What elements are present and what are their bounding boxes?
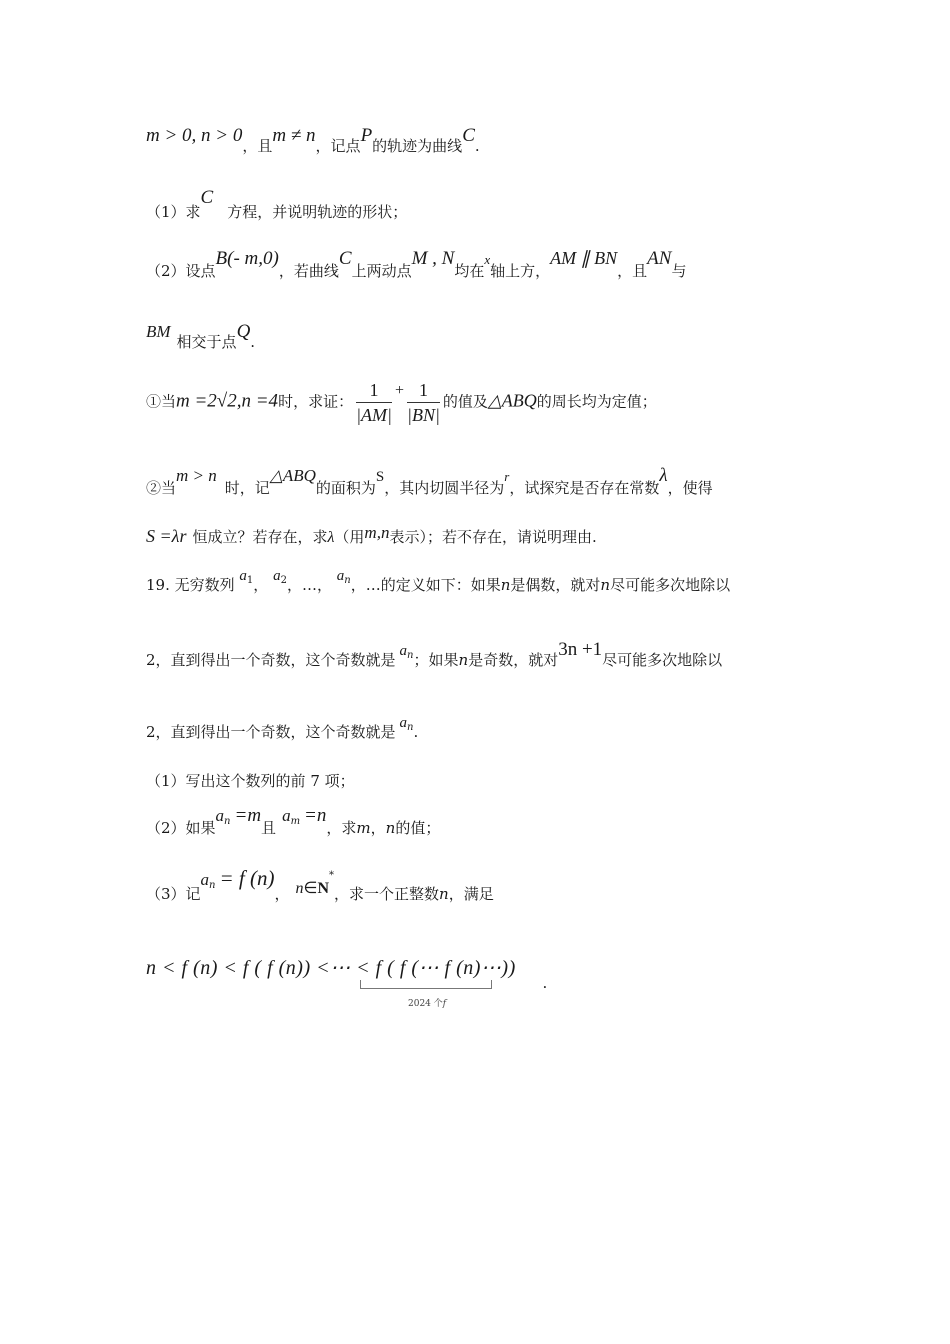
math: n	[385, 819, 396, 837]
math: m =2√2,n =4	[176, 390, 279, 412]
text: 与	[671, 262, 687, 280]
math: AN	[647, 248, 672, 269]
math: a	[273, 568, 281, 584]
math: λ	[659, 465, 668, 486]
math: x	[484, 252, 491, 267]
text: ，记点	[315, 137, 361, 155]
text: （1）写出这个数列的前 7 项；	[146, 772, 355, 790]
text: ，若曲线	[278, 262, 339, 280]
line-9	[146, 639, 723, 669]
fraction-denominator: |BN|	[407, 405, 440, 425]
math: n	[439, 885, 449, 903]
math: r	[504, 469, 510, 484]
math: M , N	[411, 248, 455, 269]
line-8	[146, 565, 731, 594]
math: m ≠ n	[272, 125, 316, 146]
text: ，使得	[667, 479, 713, 497]
subscript: n	[407, 650, 414, 661]
text: （3）记	[146, 885, 201, 903]
text: ，且	[242, 137, 273, 155]
math: Q	[236, 321, 251, 342]
line-12	[146, 805, 441, 837]
text: 且	[261, 819, 277, 837]
math: P	[360, 125, 373, 146]
text: ，	[253, 576, 269, 594]
math: 3n +1	[558, 639, 603, 660]
text: ，求	[326, 819, 357, 837]
line-5	[146, 380, 657, 425]
line-2	[146, 187, 408, 221]
text: 的周长均为定值；	[536, 392, 657, 411]
math-condition: m > 0, n > 0	[146, 125, 243, 146]
text: 2，直到得出一个奇数，这个奇数就是	[146, 651, 396, 669]
text: .	[413, 723, 419, 741]
math: f	[442, 999, 447, 1009]
math: a	[336, 568, 345, 584]
text: ①当	[146, 392, 177, 411]
fraction-numerator: 1	[407, 380, 440, 403]
math: ∈	[303, 880, 318, 897]
text: （2）如果	[146, 819, 216, 837]
math: a	[215, 806, 225, 825]
text: ，	[274, 885, 290, 903]
text: 表示）；若不存在，请说明理由.	[389, 528, 597, 546]
math: S	[375, 469, 385, 485]
text: ，…的定义如下：如果	[350, 576, 501, 594]
text: 时，记	[224, 479, 270, 497]
math: a	[282, 806, 291, 825]
text: 上两动点	[351, 262, 412, 280]
text: 方程，并说明轨迹的形状；	[227, 203, 408, 221]
text: （2）设点	[146, 262, 216, 280]
text: .	[542, 974, 548, 992]
math: B(- m,0)	[215, 248, 279, 269]
math: C	[200, 187, 214, 208]
text: ，且	[617, 262, 648, 280]
math: a	[200, 870, 210, 889]
text: 2，直到得出一个奇数，这个奇数就是	[146, 723, 396, 741]
math: a	[399, 715, 408, 731]
text: 19. 无穷数列	[146, 576, 235, 594]
text: 均在	[454, 262, 485, 280]
line-6	[146, 465, 713, 497]
text: ，	[370, 819, 386, 837]
text: ②当	[146, 479, 177, 497]
math: S =λr	[146, 526, 187, 546]
superscript: *	[329, 870, 335, 881]
text: 轴上方，	[490, 262, 551, 280]
math: BM	[146, 322, 171, 341]
line-7	[146, 523, 597, 548]
subscript: n	[344, 575, 351, 586]
text: 时，求证：	[278, 392, 354, 411]
text: 尽可能多次地除以	[602, 651, 723, 669]
subscript: n	[224, 816, 231, 827]
math: C	[338, 248, 352, 269]
math: =n	[304, 805, 327, 826]
math: a	[239, 568, 247, 584]
line-14	[146, 957, 548, 992]
math: AM ∥ BN	[550, 248, 618, 268]
math-inequality-chain: n < f (n) < f ( f (n)) <⋯ < f ( f (⋯ f (n)⋯))	[146, 957, 516, 979]
text: （用	[334, 528, 365, 546]
text: （1）求	[146, 203, 201, 221]
math: m > n	[176, 466, 217, 485]
text: 是奇数，就对	[468, 651, 559, 669]
math: n	[600, 576, 611, 594]
math: =m	[234, 805, 262, 826]
text: 2024 个	[408, 999, 443, 1009]
text: 的面积为	[315, 479, 376, 497]
math: m,n	[364, 523, 390, 542]
text: .	[250, 333, 256, 351]
text: ，满足	[448, 885, 494, 903]
math: N	[317, 880, 330, 897]
math: △ABQ	[269, 466, 316, 485]
text: 的轨迹为曲线	[372, 137, 463, 155]
text: 是偶数，就对	[510, 576, 601, 594]
math: m	[356, 819, 371, 837]
line-1	[146, 125, 480, 155]
line-13	[146, 866, 494, 903]
math: △ABQ	[487, 390, 537, 411]
text: 的值；	[395, 819, 441, 837]
line-11	[146, 771, 355, 791]
line-3	[146, 248, 687, 280]
math: λ	[327, 529, 335, 546]
underbrace	[360, 980, 492, 989]
text: ；如果	[413, 651, 459, 669]
text: 尽可能多次地除以	[610, 576, 731, 594]
fraction-numerator: 1	[356, 380, 392, 403]
text: 恒成立？若存在，求	[192, 528, 328, 546]
text: 相交于点	[176, 333, 237, 351]
text: ，…，	[286, 576, 332, 594]
math: C	[462, 125, 475, 146]
fraction-1-over-AM	[356, 380, 392, 425]
line-10	[146, 712, 419, 741]
subscript: m	[290, 816, 301, 827]
text: 的值及	[442, 392, 488, 411]
plus-sign: +	[394, 381, 404, 399]
math: n	[295, 880, 304, 897]
text: .	[474, 137, 480, 155]
subscript: n	[209, 880, 216, 891]
text: ，试探究是否存在常数	[509, 479, 660, 497]
fraction-1-over-BN	[407, 380, 440, 425]
text: ，求一个正整数	[334, 885, 440, 903]
math: = f (n)	[219, 866, 275, 890]
subscript: 1	[246, 575, 254, 586]
subscript: 2	[280, 575, 287, 586]
text: ，其内切圆半径为	[384, 479, 505, 497]
math: n	[500, 576, 511, 594]
fraction-denominator: |AM|	[356, 405, 392, 425]
math: n	[458, 651, 469, 669]
underbrace-label	[408, 996, 446, 1009]
line-4	[146, 321, 256, 351]
math: a	[399, 643, 408, 659]
subscript: n	[407, 722, 414, 733]
